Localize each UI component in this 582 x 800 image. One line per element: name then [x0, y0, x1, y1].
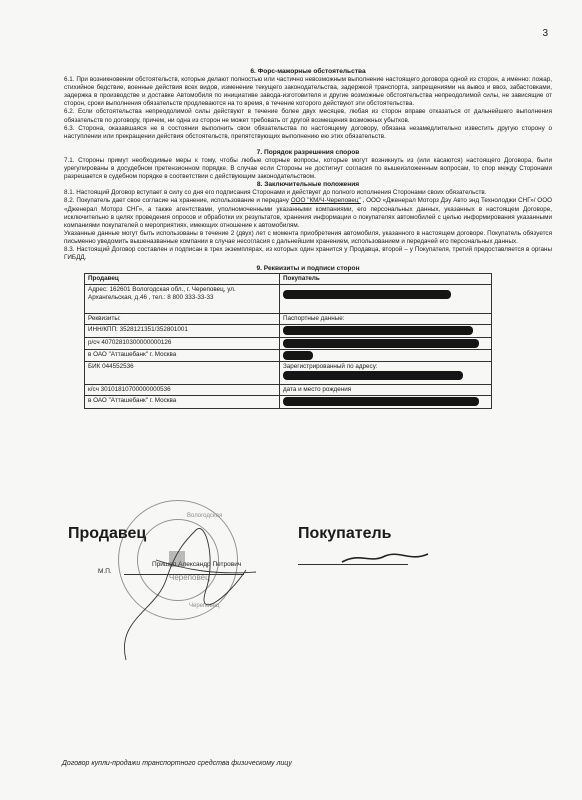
seller-signer-name: Пришел Александр Петрович [152, 561, 242, 568]
seller-corr-account: к/сч 30101810700000000536 [85, 385, 280, 396]
paragraph-8-2-end: , ООО «Дженерал Моторз Дэу Авто энд Технолоджи СНГ»/ ООО «Дженерал Моторз СНГ», а также агентствами, уполномоченными указанными компаниями, его персональных данных, указанных в настоящем Договоре, исключительно в целях проведения опросов и обработки их результатов, хранения информации о покупателях автомобилей с целью информирования указанными компаниями покупателей о мероприятиях, имеющих отношение к автомобилям. [64, 197, 552, 229]
buyer-passport-issued [280, 337, 492, 349]
paragraph-6-3: 6.3. Сторона, оказавшаяся не в состоянии выполнить свои обязательства по настоящему договору, обязана незамедлительно известить другую сторону о наступлении или прекращении действия обстоятельств, препятствующих выполнению ею этих обязательств. [64, 124, 552, 140]
seller-bank: в ОАО "Атташебанк" г. Москва [85, 349, 280, 361]
redaction-passport-issued [283, 339, 479, 348]
page-number: 3 [542, 28, 548, 39]
redaction-passport-date [283, 351, 313, 360]
paragraph-8-2-start: 8.2. Покупатель дает свое согласие на хранение, использование и передачу [64, 197, 291, 205]
section-9-title: 9. Реквизиты и подписи сторон [256, 265, 360, 273]
document-body [64, 68, 552, 409]
seal-place-label: М.П. [98, 568, 112, 575]
section-6-title: 6. Форс-мажорные обстоятельства [250, 68, 366, 75]
paragraph-8-1: 8.1. Настоящий Договор вступает в силу со дня его подписания Сторонами и действует до полного исполнения Сторонами своих обязательств. [64, 189, 487, 197]
requisites-table [84, 273, 492, 408]
buyer-passport-label: Паспортные данные: [280, 314, 492, 325]
redaction-address [283, 371, 463, 380]
buyer-passport-date [280, 349, 492, 361]
dealer-name: ООО "КМ/Ч-Череповец" [290, 197, 361, 205]
seller-signature [96, 500, 276, 670]
seller-address: Адрес: 162601 Вологодская обл., г. Череповец, ул. Архангельская, д.46 , тел.: 8 800 333-33-33 [85, 285, 280, 314]
buyer-header: Покупатель [280, 274, 492, 285]
buyer-birth-label: дата и место рождения [280, 385, 492, 396]
stamp-city: Череповец [169, 573, 210, 582]
paragraph-8-2 [64, 197, 552, 229]
seller-signature-label: Продавец [68, 525, 147, 542]
buyer-birth-value [280, 396, 492, 408]
section-8-title: 8. Заключительные положения [256, 181, 360, 189]
seller-inn: ИНН/КПП: 3528121351/352801001 [85, 325, 280, 337]
document-footer: Договор купли-продажи транспортного средства физическому лицу [62, 760, 292, 767]
redaction-birth [283, 397, 479, 406]
redaction-passport [283, 326, 473, 335]
seller-account: р/сч 40702810300000000126 [85, 337, 280, 349]
seller-requisites-label: Реквизиты: [85, 314, 280, 325]
buyer-signature-label: Покупатель [298, 525, 392, 542]
seller-header: Продавец [85, 274, 280, 285]
buyer-name-cell [280, 285, 492, 314]
seller-bank-2: в ОАО "Атташебанк" г. Москва [85, 396, 280, 408]
buyer-registered-cell [280, 362, 492, 385]
buyer-registered-label: Зарегистрированный по адресу: [283, 363, 378, 371]
paragraph-6-1: 6.1. При возникновении обстоятельств, которые делают полностью или частично невозможным выполнение настоящего договора одной из сторон, а именно: пожар, стихийное бедствие, военные действия всех видов, изменение текущего законодательства, задержкой транспорта, запрещениями на вывоз и ввоз, забастовками, задержка в производстве и доставке Автомобиля по инициативе завода-изготовителя и другие возможные обстоятельства непреодолимой силы, не зависящие от сторон, сроки выполнения обязательств продлеваются на то время, в течение которого действуют эти обстоятельства. [64, 76, 552, 108]
stamp-top-text: Вологодская [187, 513, 223, 519]
section-7-title: 7. Порядок разрешения споров [256, 148, 360, 156]
stamp-bottom-text: Череповец [189, 603, 220, 609]
paragraph-6-2: 6.2. Если обстоятельства непреодолимой силы действуют в течение более двух месяцев, любая из сторон вправе отказаться от дальнейшего выполнения обязательств по договору, причем, ни одна из сторон не может требовать от другой возмещения возможных убытков. [64, 108, 552, 124]
redaction-buyer-name [283, 290, 451, 299]
seller-bik: БИК 044552536 [85, 362, 280, 385]
buyer-signature [340, 548, 430, 568]
buyer-passport-value [280, 325, 492, 337]
paragraph-8-2-retention: Указанные данные могут быть использованы в течение 2 (двух) лет с момента приобретения автомобиля, указанного в настоящем договоре. Покупатель обязуется письменно уведомить вышеназванные компании в случае несогласия с дальнейшим хранением, использованием и передачей его персональных данных. [64, 229, 552, 245]
paragraph-8-3: 8.3. Настоящий Договор составлен и подписан в трех экземплярах, из которых один хранится у Продавца, второй – у Покупателя, третий предоставляется в органы ГИБДД. [64, 245, 552, 262]
paragraph-7-1: 7.1. Стороны примут необходимые меры к тому, чтобы любые спорные вопросы, которые могут возникнуть из (или касаются) настоящего Договора, были урегулированы в досудебном претензионном порядке. В случае если Стороны не достигнут согласия по вышеизложенным вопросам, то спор между Сторонами разрешается в судебном порядке в соответствии с действующим законодательством. [64, 156, 552, 181]
